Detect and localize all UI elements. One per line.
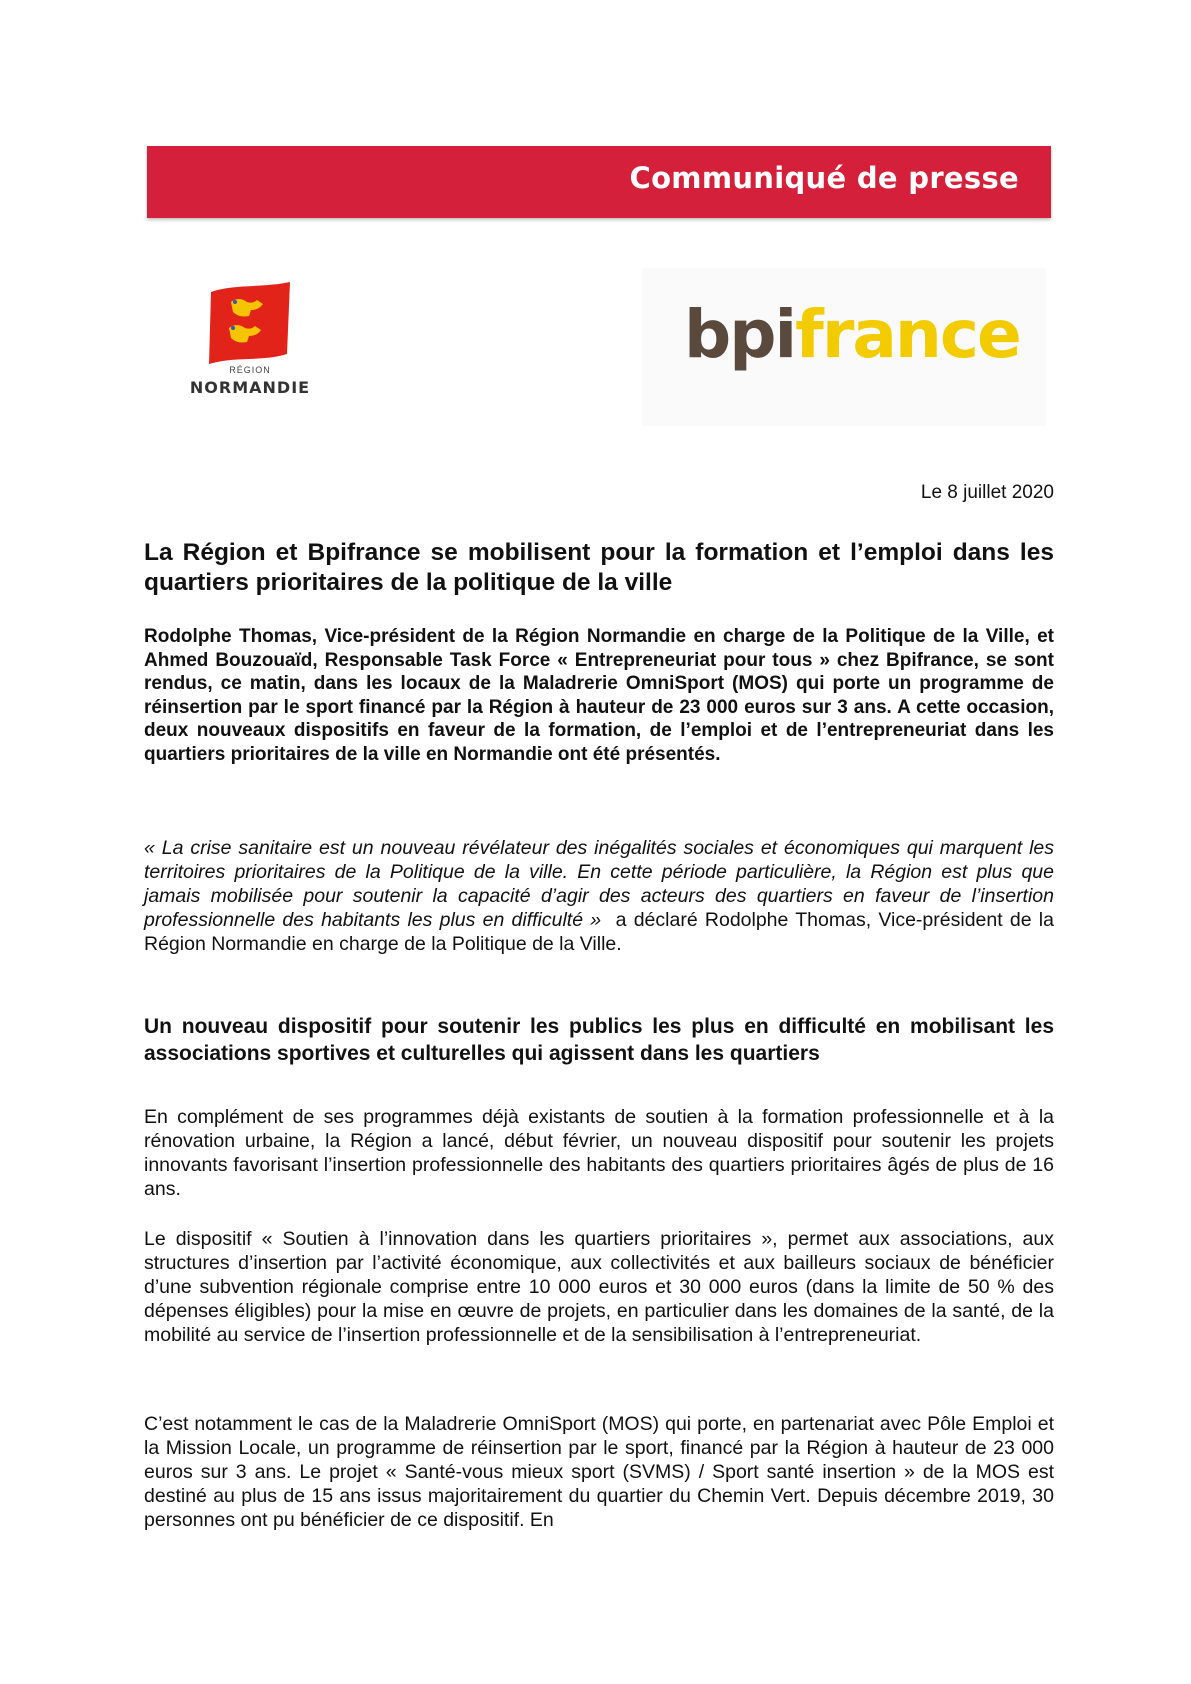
bpifrance-wordmark — [684, 296, 1020, 373]
quote-paragraph — [144, 836, 1054, 956]
body-paragraph: C’est notamment le cas de la Maladrerie OmniSport (MOS) qui porte, en partenariat avec Pôle Emploi et la Mission Locale, un programme de réinsertion par le sport, financé par la Région à hauteur de 23 000 euros sur 3 ans. Le projet « Santé-vous mieux sport (SVMS) / Sport santé insertion » de la MOS est destiné au plus de 15 ans issus majoritairement du quartier du Chemin Vert. Depuis décembre 2019, 30 personnes ont pu bénéficier de ce dispositif. En — [144, 1413, 1054, 1531]
bpifrance-wordmark-france: france — [795, 296, 1020, 373]
normandie-flag-icon — [175, 278, 325, 366]
bpifrance-wordmark-bpi: bpi — [684, 296, 796, 373]
press-release-banner — [147, 146, 1051, 218]
bpifrance-logo — [642, 268, 1046, 426]
quote-text: « La crise sanitaire est un nouveau révélateur des inégalités sociales et économiques qui marquent les territoires prioritaires de la Politique de la ville. En cette période particulière, la Région est plus que jamais mobilisée pour soutenir la capacité d’agir des acteurs des quartiers en faveur de l’insertion professionnelle des habitants les plus en difficulté » — [144, 837, 1054, 931]
quote-attribution: a déclaré Rodolphe Thomas, Vice-président de la Région Normandie en charge de la Politique de la Ville. — [144, 909, 1054, 955]
lead-paragraph: Rodolphe Thomas, Vice-président de la Région Normandie en charge de la Politique de la Ville, et Ahmed Bouzouaïd, Responsable Task Force « Entrepreneuriat pour tous » chez Bpifrance, se sont rendus, ce matin, dans les locaux de la Maladrerie OmniSport (MOS) qui porte un programme de réinsertion par le sport financé par la Région à hauteur de 23 000 euros sur 3 ans. A cette occasion, deux nouveaux dispositifs en faveur de la formation, de l’emploi et de l’entrepreneuriat dans les quartiers prioritaires de la ville en Normandie ont été présentés. — [144, 626, 1054, 765]
logo-normandie-label: NORMANDIE — [189, 378, 311, 397]
body-paragraph: Le dispositif « Soutien à l’innovation dans les quartiers prioritaires », permet aux associations, aux structures d’insertion par l’activité économique, aux collectivités et aux bailleurs sociaux de bénéficier d’une subvention régionale comprise entre 10 000 euros et 30 000 euros (dans la limite de 50 % des dépenses éligibles) pour la mise en œuvre de projets, en particulier dans les domaines de la santé, de la mobilité au service de l’insertion professionnelle et de la sensibilisation à l’entrepreneuriat. — [144, 1228, 1054, 1346]
region-normandie-logo — [175, 278, 325, 408]
banner-title: Communiqué de presse — [629, 161, 1019, 195]
page-title: La Région et Bpifrance se mobilisent pour la formation et l’emploi dans les quartiers prioritaires de la politique de la ville — [144, 539, 1054, 596]
body-paragraph: En complément de ses programmes déjà existants de soutien à la formation professionnelle et à la rénovation urbaine, la Région a lancé, début février, un nouveau dispositif pour soutenir les projets innovants favorisant l’insertion professionnelle des habitants des quartiers prioritaires âgés de plus de 16 ans. — [144, 1106, 1054, 1200]
section-title: Un nouveau dispositif pour soutenir les publics les plus en difficulté en mobilisant les associations sportives et culturelles qui agissent dans les quartiers — [144, 1015, 1054, 1065]
publication-date: Le 8 juillet 2020 — [920, 482, 1054, 503]
logo-region-label: RÉGION — [229, 365, 271, 375]
